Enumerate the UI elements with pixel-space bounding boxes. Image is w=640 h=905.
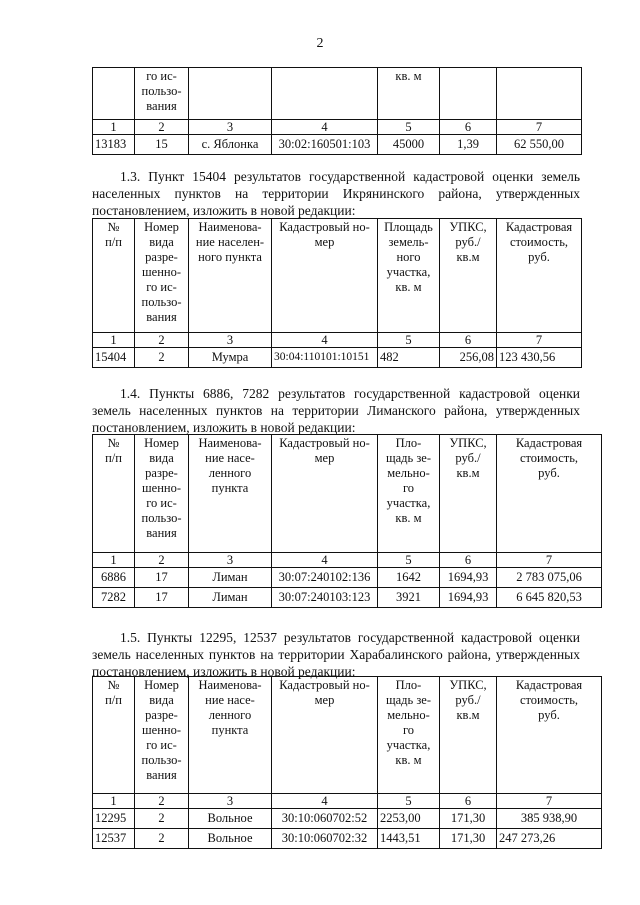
table-cell: 6 645 820,53 [497, 588, 602, 608]
header-cell [189, 68, 272, 120]
index-cell: 7 [497, 120, 582, 135]
paragraph-text: 1.4. Пункты 6886, 7282 результатов государственной кадастровой оценки земель населенных пунктов на территории Лиманского района, утвержденных постановлением, изложить в новой редакции: [92, 386, 580, 435]
header-cell: Номер вида разре- шенно- го ис- пользо- вания [135, 435, 189, 553]
table-index-row [93, 120, 582, 135]
index-cell: 3 [189, 333, 272, 348]
table-cell: 2 [135, 348, 189, 368]
index-cell: 1 [93, 333, 135, 348]
table-cell: 15404 [93, 348, 135, 368]
index-cell: 7 [497, 794, 602, 809]
table-cell: 45000 [378, 135, 440, 155]
header-cell: № п/п [93, 435, 135, 553]
table-cell: с. Яблонка [189, 135, 272, 155]
table-1-4 [92, 434, 602, 608]
header-cell: Пло- щадь зе- мельно- го участка, кв. м [378, 677, 440, 794]
table-header-row [93, 219, 582, 333]
table-cell: 1443,51 [378, 829, 440, 849]
table-row [93, 135, 582, 155]
table-cell: 385 938,90 [497, 809, 602, 829]
index-cell: 4 [272, 120, 378, 135]
header-cell: № п/п [93, 677, 135, 794]
table-header-row [93, 677, 602, 794]
table-row [93, 809, 602, 829]
table-cell: Лиман [189, 588, 272, 608]
header-cell [93, 68, 135, 120]
header-cell: Кадастровый но- мер [272, 219, 378, 333]
paragraph-1-3 [92, 168, 580, 219]
table-cell: 30:10:060702:32 [272, 829, 378, 849]
header-cell: Кадастровая стоимость, руб. [497, 677, 602, 794]
table-cell: 17 [135, 568, 189, 588]
index-cell: 6 [440, 120, 497, 135]
table-cell: Мумра [189, 348, 272, 368]
index-cell: 5 [378, 120, 440, 135]
index-cell: 6 [440, 794, 497, 809]
table-cell: Лиман [189, 568, 272, 588]
header-cell [497, 68, 582, 120]
table-cell: 3921 [378, 588, 440, 608]
table-cell: 30:02:160501:103 [272, 135, 378, 155]
header-cell: Кадастровый но- мер [272, 677, 378, 794]
table-cell: 1694,93 [440, 588, 497, 608]
table-cell: 7282 [93, 588, 135, 608]
index-cell: 1 [93, 120, 135, 135]
table-cell: Вольное [189, 809, 272, 829]
header-cell: УПКС, руб./ кв.м [440, 219, 497, 333]
table-cell: 62 550,00 [497, 135, 582, 155]
table-cell: 2 [135, 809, 189, 829]
index-cell: 2 [135, 120, 189, 135]
index-cell: 5 [378, 333, 440, 348]
header-cell: Площадь земель- ного участка, кв. м [378, 219, 440, 333]
index-cell: 5 [378, 794, 440, 809]
table-continuation [92, 67, 582, 155]
table-header-row [93, 435, 602, 553]
index-cell: 5 [378, 553, 440, 568]
table-1-3 [92, 218, 582, 368]
table-cell: 30:10:060702:52 [272, 809, 378, 829]
table-index-row [93, 333, 582, 348]
paragraph-text: 1.5. Пункты 12295, 12537 результатов государственной кадастровой оценки земель населенных пунктов на территории Харабалинского района, утвержденных постановлением, изложить в новой редакции: [92, 630, 580, 679]
table-cell: 15 [135, 135, 189, 155]
index-cell: 3 [189, 553, 272, 568]
header-cell: Кадастровый но- мер [272, 435, 378, 553]
index-cell: 1 [93, 553, 135, 568]
table-cell: 6886 [93, 568, 135, 588]
header-cell: Номер вида разре- шенно- го ис- пользо- вания [135, 219, 189, 333]
index-cell: 2 [135, 333, 189, 348]
table-cell: 2 783 075,06 [497, 568, 602, 588]
paragraph-1-5 [92, 629, 580, 680]
table-header-row [93, 68, 582, 120]
table-cell: 1642 [378, 568, 440, 588]
table-cell: 2253,00 [378, 809, 440, 829]
table-cell: 256,08 [440, 348, 497, 368]
table-cell: 17 [135, 588, 189, 608]
table-row [93, 829, 602, 849]
header-cell: Наименова- ние населен- ного пункта [189, 219, 272, 333]
header-cell: Наименова- ние насе- ленного пункта [189, 435, 272, 553]
table-1-5 [92, 676, 602, 849]
table-cell: 2 [135, 829, 189, 849]
table-cell: 171,30 [440, 809, 497, 829]
header-cell: Наименова- ние насе- ленного пункта [189, 677, 272, 794]
index-cell: 1 [93, 794, 135, 809]
table-cell: 123 430,56 [497, 348, 582, 368]
table-row [93, 348, 582, 368]
index-cell: 6 [440, 333, 497, 348]
header-cell: Номер вида разре- шенно- го ис- пользо- вания [135, 677, 189, 794]
table-cell: 12537 [93, 829, 135, 849]
table-row [93, 588, 602, 608]
header-cell: УПКС, руб./ кв.м [440, 435, 497, 553]
index-cell: 4 [272, 794, 378, 809]
index-cell: 2 [135, 794, 189, 809]
table-cell: 247 273,26 [497, 829, 602, 849]
page-number: 2 [316, 36, 324, 51]
paragraph-text: 1.3. Пункт 15404 результатов государственной кадастровой оценки земель населенных пунктов на территории Икрянинского района, утвержденных постановлением, изложить в новой редакции: [92, 169, 580, 218]
table-index-row [93, 794, 602, 809]
table-cell: 482 [378, 348, 440, 368]
table-cell: 30:07:240102:136 [272, 568, 378, 588]
header-cell [272, 68, 378, 120]
table-cell: 171,30 [440, 829, 497, 849]
table-row [93, 568, 602, 588]
table-cell: Вольное [189, 829, 272, 849]
header-cell: № п/п [93, 219, 135, 333]
header-cell: УПКС, руб./ кв.м [440, 677, 497, 794]
table-cell: 1694,93 [440, 568, 497, 588]
table-index-row [93, 553, 602, 568]
index-cell: 7 [497, 553, 602, 568]
header-cell: Кадастровая стоимость, руб. [497, 219, 582, 333]
header-cell: кв. м [378, 68, 440, 120]
index-cell: 7 [497, 333, 582, 348]
index-cell: 3 [189, 794, 272, 809]
table-cell: 1,39 [440, 135, 497, 155]
index-cell: 2 [135, 553, 189, 568]
table-cell: 12295 [93, 809, 135, 829]
table-cell: 13183 [93, 135, 135, 155]
header-cell: Кадастровая стоимость, руб. [497, 435, 602, 553]
table-cell: 30:07:240103:123 [272, 588, 378, 608]
paragraph-1-4 [92, 385, 580, 436]
header-cell: Пло- щадь зе- мельно- го участка, кв. м [378, 435, 440, 553]
index-cell: 4 [272, 333, 378, 348]
index-cell: 4 [272, 553, 378, 568]
header-cell [440, 68, 497, 120]
index-cell: 6 [440, 553, 497, 568]
header-cell: го ис- пользо- вания [135, 68, 189, 120]
table-cell: 30:04:110101:10151 [272, 348, 378, 368]
index-cell: 3 [189, 120, 272, 135]
